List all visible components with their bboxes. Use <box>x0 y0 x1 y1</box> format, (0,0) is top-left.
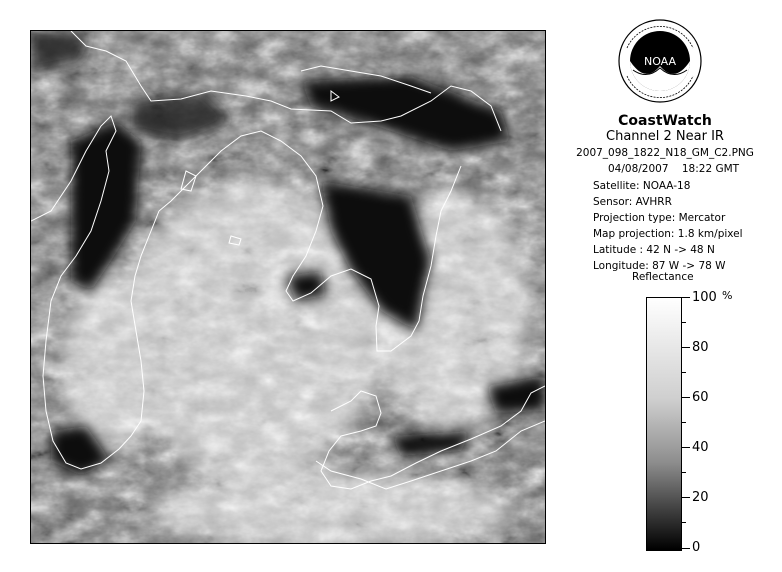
sensor-info: Sensor: AVHRR <box>593 196 672 208</box>
noaa-logo-text: NOAA <box>643 55 677 68</box>
colorbar-tick <box>681 297 690 298</box>
colorbar-tick-label: 80 <box>692 340 709 355</box>
colorbar-tick <box>681 447 690 448</box>
colorbar-minor-tick <box>681 322 686 323</box>
colorbar-unit: % <box>722 289 733 302</box>
colorbar-minor-tick <box>681 372 686 373</box>
colorbar-label: Reflectance <box>632 271 694 283</box>
colorbar-tick <box>681 548 690 549</box>
satellite-info: Satellite: NOAA-18 <box>593 180 691 192</box>
file-name: 2007_098_1822_N18_GM_C2.PNG <box>576 147 754 159</box>
channel-subtitle: Channel 2 Near IR <box>606 129 724 144</box>
longitude-info: Longitude: 87 W -> 78 W <box>593 260 726 272</box>
product-title: CoastWatch <box>618 113 712 129</box>
acquisition-datetime: 04/08/2007 18:22 GMT <box>608 163 740 175</box>
colorbar-minor-tick <box>681 422 686 423</box>
colorbar-minor-tick <box>681 472 686 473</box>
colorbar-minor-tick <box>681 522 686 523</box>
reflectance-colorbar <box>646 297 682 551</box>
projection-type-info: Projection type: Mercator <box>593 212 726 224</box>
noaa-logo <box>617 18 703 104</box>
colorbar-tick <box>681 347 690 348</box>
satellite-map <box>30 30 546 544</box>
colorbar-tick-label: 60 <box>692 390 709 405</box>
colorbar-tick <box>681 397 690 398</box>
colorbar-tick-label: 0 <box>692 540 701 555</box>
colorbar-tick-label: 20 <box>692 490 709 505</box>
colorbar-tick-label: 100 <box>692 290 717 305</box>
map-projection-info: Map projection: 1.8 km/pixel <box>593 228 743 240</box>
latitude-info: Latitude : 42 N -> 48 N <box>593 244 715 256</box>
colorbar-tick-label: 40 <box>692 440 709 455</box>
colorbar-tick <box>681 497 690 498</box>
